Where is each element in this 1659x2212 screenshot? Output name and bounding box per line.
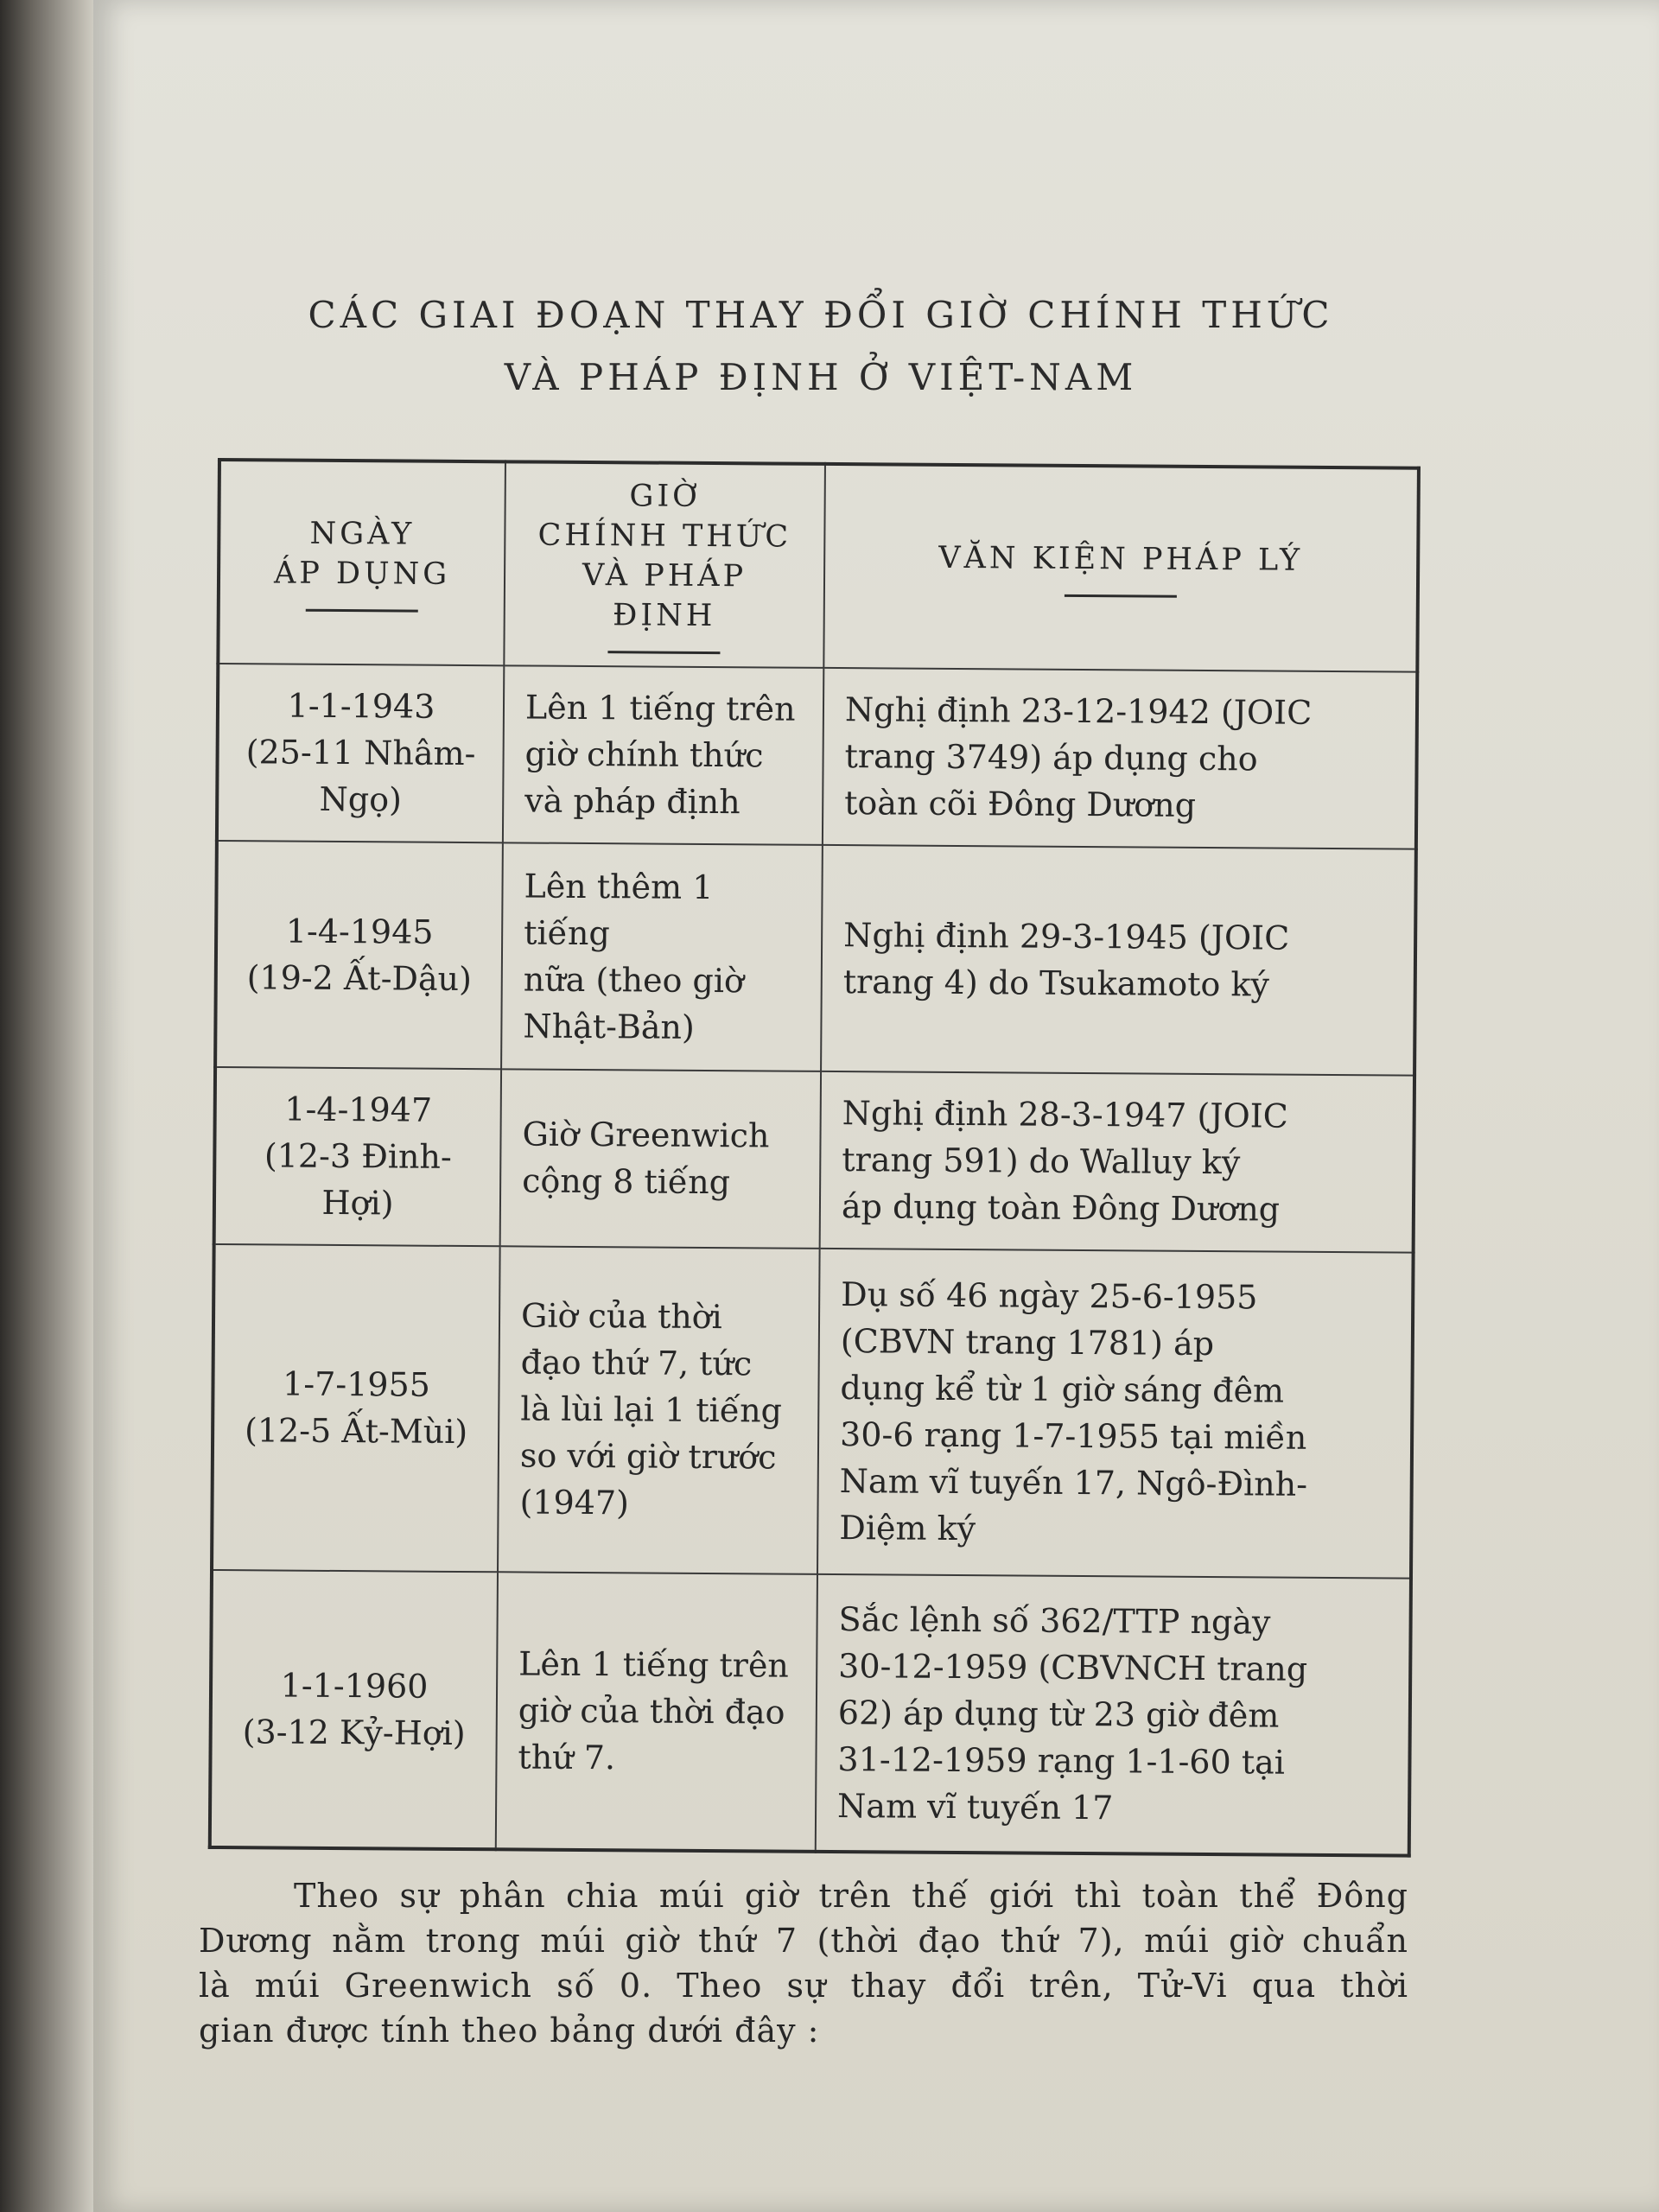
cell-line: (12-5 Ất-Mùi) <box>244 1411 468 1452</box>
paragraph-line: gian được tính theo bảng dưới đây : <box>199 2012 820 2050</box>
header-underline <box>306 609 418 613</box>
header-underline <box>607 651 720 654</box>
cell-line: (12-3 Đinh- <box>264 1136 452 1177</box>
cell-line: Lên 1 tiếng trên <box>524 688 796 729</box>
cell-line: giờ chính thức <box>524 734 764 775</box>
cell-line: thứ 7. <box>518 1738 616 1777</box>
cell-line: Dụ số 46 ngày 25-6-1955 <box>841 1275 1258 1317</box>
cell-line: Ngọ) <box>319 780 403 819</box>
cell-line: 1-4-1947 <box>284 1090 433 1130</box>
table-row <box>217 664 1417 849</box>
header-law <box>823 464 1419 672</box>
cell-line: trang 591) do Walluy ký <box>842 1141 1241 1182</box>
cell-line: Lên 1 tiếng trên <box>518 1644 790 1685</box>
cell-line: Nghị định 28-3-1947 (JOIC <box>842 1094 1288 1135</box>
cell-line: Nhật-Bản) <box>523 1007 695 1046</box>
cell-law <box>823 668 1417 849</box>
paragraph-line: Theo sự phân chia múi giờ trên thế giới thì toàn thể Đông <box>294 1877 1408 1915</box>
cell-line: nữa (theo giờ <box>523 960 745 1001</box>
page-title-line-1: CÁC GIAI ĐOẠN THAY ĐỔI GIỜ CHÍNH THỨC <box>308 294 1334 336</box>
cell-line: dụng kể từ 1 giờ sáng đêm <box>840 1369 1285 1410</box>
cell-date <box>210 1570 498 1849</box>
cell-time <box>501 842 823 1071</box>
cell-line: toàn cõi Đông Dương <box>844 784 1197 825</box>
header-date-line: NGÀY <box>309 516 416 552</box>
cell-date <box>215 841 503 1070</box>
cell-line: 1-1-1943 <box>287 686 435 727</box>
table-row <box>215 841 1416 1076</box>
cell-line: 30-6 rạng 1-7-1955 tại miền <box>839 1415 1307 1458</box>
cell-law <box>817 1249 1414 1579</box>
cell-line: so với giờ trước <box>519 1436 777 1477</box>
cell-line: Lên thêm 1 tiếng <box>524 867 714 952</box>
header-time <box>504 461 825 668</box>
cell-date <box>217 664 504 842</box>
cell-date <box>212 1244 500 1573</box>
cell-line: đạo thứ 7, tức <box>520 1343 753 1383</box>
table-row <box>214 1067 1414 1252</box>
cell-line: trang 4) do Tsukamoto ký <box>842 962 1270 1004</box>
cell-line: Nghị định 29-3-1945 (JOIC <box>843 915 1290 957</box>
paragraph-line: Dương nằm trong múi giờ thứ 7 (thời đạo thứ 7), múi giờ chuẩn <box>199 1922 1408 1960</box>
header-law-line: VĂN KIỆN PHÁP LÝ <box>938 540 1304 578</box>
cell-line: 30-12-1959 (CBVNCH trang <box>838 1647 1308 1688</box>
header-date-line: ÁP DỤNG <box>273 556 451 592</box>
cell-line: giờ của thời đạo <box>518 1691 785 1732</box>
cell-line: 31-12-1959 rạng 1-1-60 tại <box>837 1740 1286 1782</box>
cell-time <box>498 1246 820 1574</box>
header-date <box>218 460 505 665</box>
cell-line: (1947) <box>519 1483 630 1522</box>
cell-line: cộng 8 tiếng <box>522 1161 731 1202</box>
time-change-table <box>208 458 1421 1858</box>
cell-line: trang 3749) áp dụng cho <box>844 737 1258 779</box>
paragraph-line: là múi Greenwich số 0. Theo sự thay đổi trên, Tử-Vi qua thời <box>199 1967 1408 2005</box>
page-title-line-2: VÀ PHÁP ĐỊNH Ở VIỆT-NAM <box>504 356 1138 398</box>
cell-time <box>503 665 823 844</box>
cell-line: áp dụng toàn Đông Dương <box>841 1187 1281 1229</box>
cell-line: (CBVN trang 1781) áp <box>840 1322 1215 1363</box>
table-header-row <box>218 460 1419 672</box>
cell-line: Sắc lệnh số 362/TTP ngày <box>838 1600 1271 1642</box>
cell-law <box>816 1574 1411 1856</box>
cell-line: 1-7-1955 <box>282 1364 431 1405</box>
cell-time <box>496 1572 817 1852</box>
cell-line: và pháp định <box>524 781 741 822</box>
cell-date <box>214 1067 501 1246</box>
cell-line: Giờ của thời <box>520 1296 722 1337</box>
cell-line: 1-1-1960 <box>280 1666 429 1706</box>
cell-line: Nam vĩ tuyến 17 <box>836 1787 1114 1827</box>
body-paragraph <box>199 1873 1408 2053</box>
cell-line: Nghị định 23-12-1942 (JOIC <box>844 690 1313 733</box>
header-underline <box>1065 594 1177 598</box>
header-time-line: CHÍNH THỨC <box>537 518 792 555</box>
cell-line: (25-11 Nhâm- <box>245 733 476 773</box>
cell-line: (3-12 Kỷ-Hợi) <box>242 1713 466 1753</box>
cell-line: Diệm ký <box>839 1509 976 1548</box>
cell-line: là lùi lại 1 tiếng <box>520 1389 783 1430</box>
table-row <box>210 1570 1411 1856</box>
cell-line: (19-2 Ất-Dậu) <box>246 958 473 998</box>
cell-law <box>820 1071 1414 1252</box>
cell-line: 1-4-1945 <box>285 912 434 951</box>
cell-line: Hợi) <box>321 1184 394 1223</box>
header-time-line: GIỜ <box>629 479 702 514</box>
cell-line: Giờ Greenwich <box>522 1115 770 1155</box>
cell-line: Nam vĩ tuyến 17, Ngô-Đình- <box>839 1462 1308 1504</box>
header-time-line: VÀ PHÁP ĐỊNH <box>582 557 747 634</box>
cell-time <box>500 1069 821 1248</box>
table-row <box>212 1244 1414 1579</box>
cell-line: 62) áp dụng từ 23 giờ đêm <box>837 1694 1280 1735</box>
book-gutter <box>0 0 93 2212</box>
cell-law <box>821 845 1416 1076</box>
